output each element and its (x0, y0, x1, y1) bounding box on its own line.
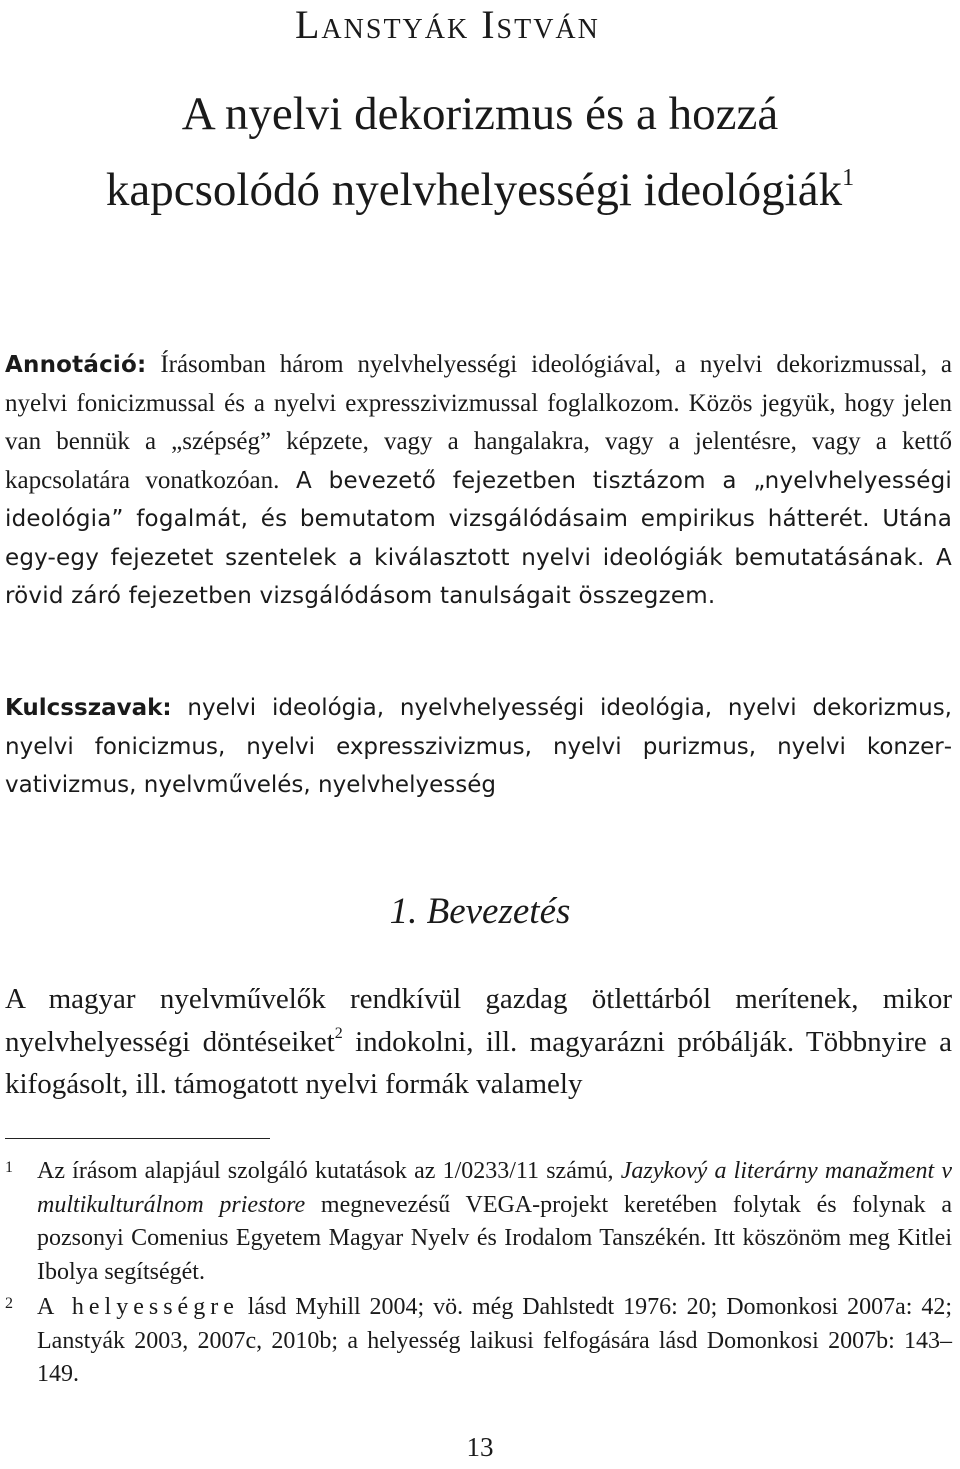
footnote-text-part: lásd Myhill 2004; vö. még Dahlstedt 1976: 20; Domonkosi 2007a: 42; Lanstyák 2003, 2007c, 2010b; a helyesség laikusi felfogására lásd Domonkosi 2007b: 143–149. (37, 1294, 952, 1387)
article-title (5, 76, 955, 228)
body-text-end: indokolni, ill. magyarázni próbálják. Többnyire a kifogásolt, ill. támogatott nyelvi formák valamely (5, 1025, 952, 1100)
abstract-text-serif: Írásomban három nyelvhelyességi ideológiával, a nyelvi dekorizmussal, a nyelvi fonicizmussal és a nyelvi expresszivizmussal foglalkozom. Közös jegyük, hogy jelen van bennük a „szépség” képzete, vagy a hangalakra, vagy a jelentésre, vagy a kettő kapcsolatára vonatkozóan. (5, 351, 952, 494)
footnote-text (37, 1155, 952, 1289)
footnote-text-part: Az írásom alapjául szolgáló kutatások az 1/0233/11 számú, (37, 1158, 621, 1184)
body-footnote-ref: 2 (334, 1024, 343, 1042)
abstract-label: Annotáció: (5, 352, 147, 378)
title-footnote-ref: 1 (842, 165, 855, 191)
footnote-spaced-term: A helyességre (37, 1294, 239, 1320)
abstract (5, 346, 952, 616)
abstract-text-sans: A bevezető fejezetben tisztázom a „nyelvhelyességi ideológia” fogalmát, és bemutatom vizsgálódásaim empirikus hátterét. Utána egy-egy fejezetet szentelek a kiválasztott nyelvi ideológiák bemutatásának. A rövid záró fejezetben vizsgálódásom tanulságait összegzem. (5, 467, 952, 609)
keywords-label: Kulcsszavak: (5, 695, 172, 721)
footnote-number: 1 (5, 1159, 13, 1176)
footnote-text (37, 1291, 952, 1392)
footnote-number: 2 (5, 1295, 13, 1312)
section-heading: 1. Bevezetés (389, 891, 571, 932)
title-line-1: A nyelvi dekorizmus és a hozzá (181, 88, 779, 140)
body-text-start: A magyar nyelvművelők rendkívül gazdag ötlettárból merítenek, mikor nyelvhelyességi döntéseiket (5, 983, 952, 1058)
keywords (5, 689, 952, 805)
footnote-italic-title: Jazykový a literárny manažment v multikulturálnom priestore (37, 1158, 952, 1218)
footnote-separator (5, 1138, 270, 1139)
footnote-text-part: megnevezésű VEGA-projekt keretében folytak és folynak a pozsonyi Comenius Egyetem Magyar Nyelv és Irodalom Tanszékén. Itt köszönöm meg Kitlei Ibolya segítségét. (37, 1191, 952, 1285)
title-line-2: kapcsolódó nyelvhelyességi ideológiák (105, 164, 843, 216)
author-name: Lanstyák István (295, 2, 600, 47)
keywords-text: nyelvi ideológia, nyelvhelyességi ideológia, nyelvi dekorizmus, nyelvi fonicizmus, nyelvi expresszivizmus, nyelvi purizmus, nyelvi konzervativizmus, nyelvművelés, nyelvhelyesség (5, 695, 952, 798)
page-number: 13 (466, 1432, 494, 1462)
body-paragraph (5, 978, 952, 1106)
